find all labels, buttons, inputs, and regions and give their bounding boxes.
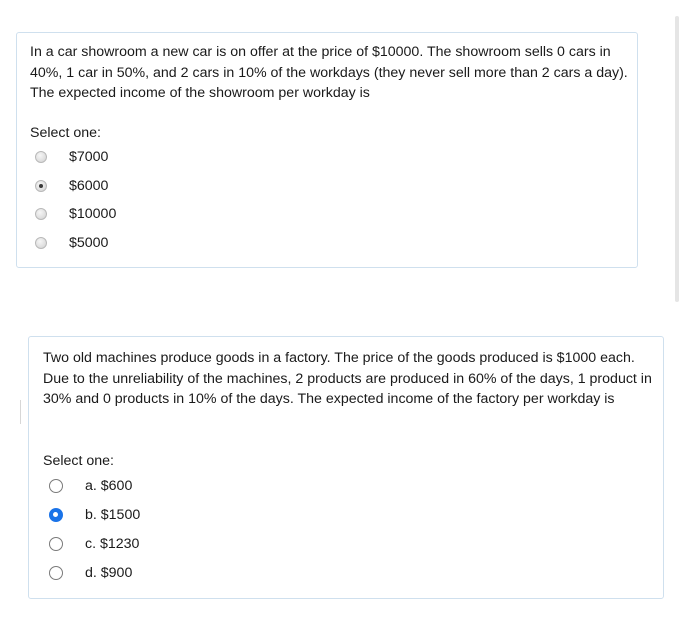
answer-option[interactable] bbox=[35, 147, 108, 167]
answer-option-label: c. $1230 bbox=[85, 536, 140, 552]
answer-option-label: b. $1500 bbox=[85, 507, 141, 523]
answer-option[interactable] bbox=[35, 233, 108, 253]
radio-button[interactable] bbox=[35, 151, 47, 163]
radio-button[interactable] bbox=[49, 537, 63, 551]
scrollbar-track[interactable] bbox=[675, 16, 679, 302]
radio-button[interactable] bbox=[35, 237, 47, 249]
answer-option-label: $6000 bbox=[69, 178, 109, 194]
answer-option[interactable] bbox=[49, 563, 132, 583]
answer-option[interactable] bbox=[49, 534, 139, 554]
select-one-label: Select one: bbox=[43, 453, 114, 469]
radio-button[interactable] bbox=[49, 566, 63, 580]
left-edge-divider bbox=[20, 400, 21, 424]
answer-option[interactable] bbox=[35, 176, 108, 196]
question-card-1 bbox=[16, 32, 638, 268]
question-text: Two old machines produce goods in a factory. The price of the goods produced is $1000 each. Due to the unreliability of the machines, 2 products are produced in 60% of the days, 1 product in 30% and 0 products in 10% of the days. The expected income of the factory per workday is bbox=[43, 350, 652, 407]
answer-option-label: a. $600 bbox=[85, 478, 133, 494]
radio-button-selected[interactable] bbox=[35, 180, 47, 192]
question-card-2 bbox=[28, 336, 664, 599]
radio-button[interactable] bbox=[35, 208, 47, 220]
answer-option[interactable] bbox=[35, 204, 116, 224]
select-one-label: Select one: bbox=[30, 125, 101, 141]
answer-option[interactable] bbox=[49, 505, 140, 525]
answer-option-label: $10000 bbox=[69, 206, 117, 222]
answer-option-label: $5000 bbox=[69, 235, 109, 251]
answer-option-label: $7000 bbox=[69, 149, 109, 165]
question-text: In a car showroom a new car is on offer at the price of $10000. The showroom sells 0 cars in 40%, 1 car in 50%, and 2 cars in 10% of the workdays (they never sell more than 2 cars a day). The expected income of the showroom per workday is bbox=[30, 44, 628, 101]
answer-option[interactable] bbox=[49, 476, 132, 496]
radio-button-selected[interactable] bbox=[49, 508, 63, 522]
answer-option-label: d. $900 bbox=[85, 565, 133, 581]
radio-button[interactable] bbox=[49, 479, 63, 493]
